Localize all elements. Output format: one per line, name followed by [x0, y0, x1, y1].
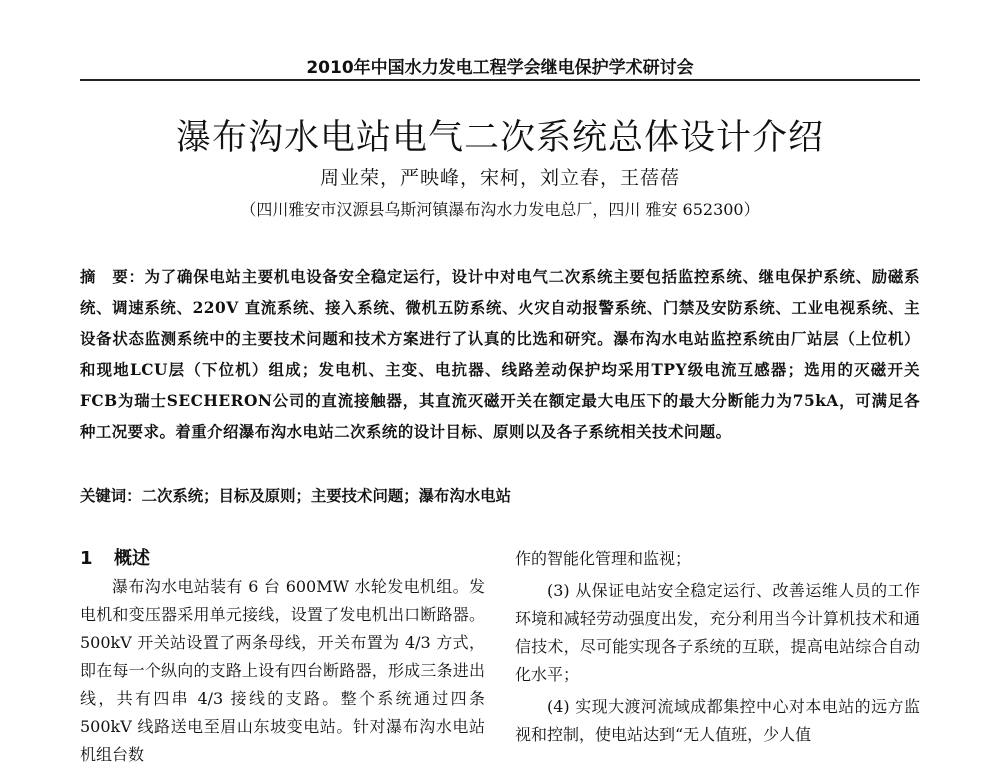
section-heading: [80, 545, 485, 573]
paper-affiliation: （四川雅安市汉源县乌斯河镇瀑布沟水力发电总厂，四川 雅安 652300）: [240, 200, 760, 219]
abstract-text: 为了确保电站主要机电设备安全稳定运行，设计中对电气二次系统主要包括监控系统、继电保护系统、励磁系统、调速系统、220V 直流系统、接入系统、微机五防系统、火灾自动报警系统、门禁及安防系统、工业电视系统、主设备状态监测系统中的主要技术问题和技术方案进行了认真的比选和研究。瀑布沟水电站监控系统由厂站层（上位机）和现地LCU层（下位机）组成；发电机、主变、电抗器、线路差动保护均采用TPY级电流互感器；选用的灭磁开关FCB为瑞士SECHERON公司的直流接触器，其直流灭磁开关在额定最大电压下的最大分断能力为75kA，可满足各种工况要求。着重介绍瀑布沟水电站二次系统的设计目标、原则以及各子系统相关技术问题。: [80, 268, 920, 441]
conference-header: 2010年中国水力发电工程学会继电保护学术研讨会: [306, 58, 694, 78]
header-rule: [80, 79, 920, 81]
list-item-4: (4) 实现大渡河流域成都集控中心对本电站的远方监视和控制，使电站达到“无人值班，少人值: [515, 697, 920, 744]
section-number: 1: [80, 548, 93, 569]
keywords-text: 二次系统；目标及原则；主要技术问题；瀑布沟水电站: [141, 487, 511, 505]
abstract: [80, 262, 920, 448]
paper-title: 瀑布沟水电站电气二次系统总体设计介绍: [175, 118, 824, 158]
left-column: [80, 545, 485, 769]
paper-authors: 周业荣，严映峰，宋柯，刘立春，王蓓蓓: [319, 167, 680, 189]
abstract-label: 摘 要：: [80, 268, 145, 286]
section-paragraph: 瀑布沟水电站装有 6 台 600MW 水轮发电机组。发电机和变压器采用单元接线，设置了发电机出口断路器。500kV 开关站设置了两条母线，开关布置为 4/3 方式，即在每一个纵向的支路上设有四台断路器，形成三条进出线，共有四串 4/3 接线的支路。整个系统通过四条 500kV 线路送电至眉山东坡变电站。针对瀑布沟水电站机组台数: [80, 577, 485, 764]
list-item-3: (3) 从保证电站安全稳定运行、改善运维人员的工作环境和减轻劳动强度出发，充分利用当今计算机技术和通信技术，尽可能实现各子系统的互联，提高电站综合自动化水平；: [515, 581, 920, 684]
section-title: 概述: [114, 548, 150, 569]
continuation-text: 作的智能化管理和监视；: [515, 549, 692, 568]
keywords: [80, 484, 920, 506]
keywords-label: 关键词：: [80, 487, 142, 505]
right-column: [515, 545, 920, 749]
